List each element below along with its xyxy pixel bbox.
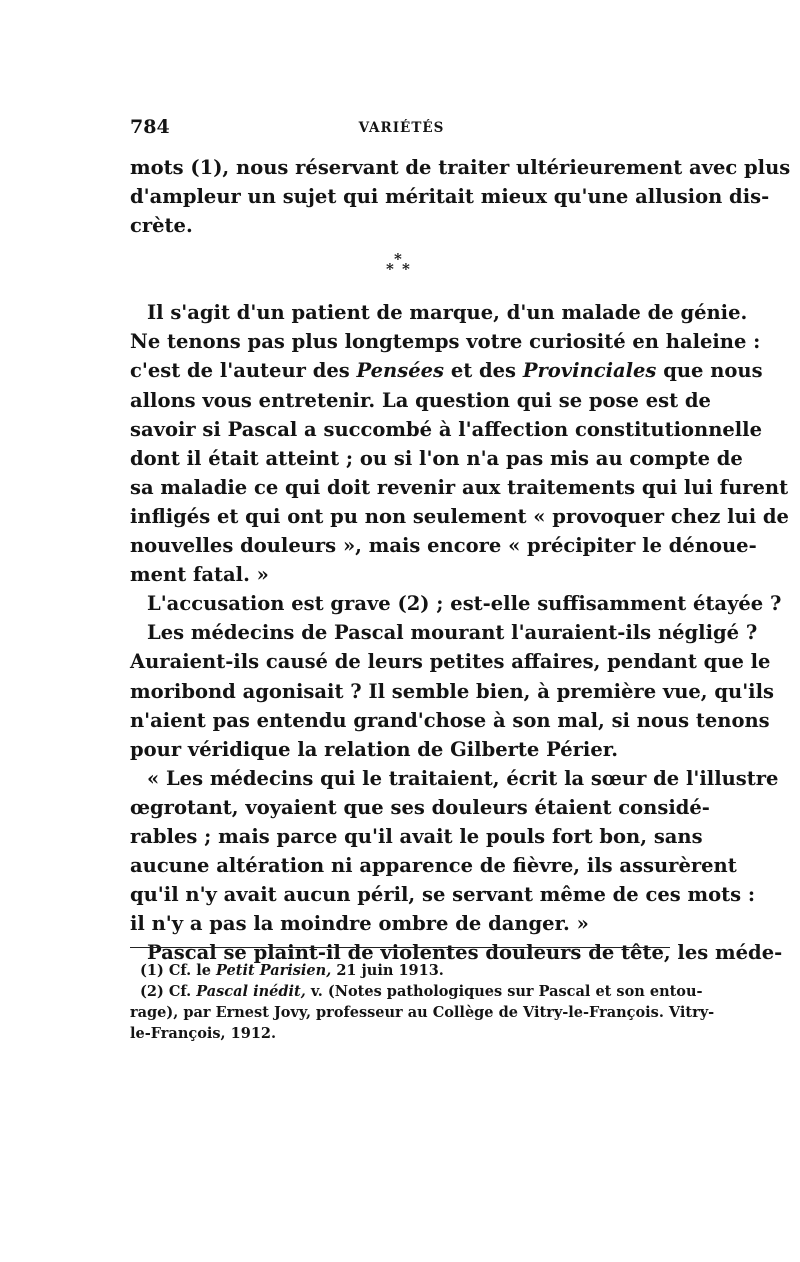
- text-line: L'accusation est grave (2) ; est-elle suffisamment étayée ?: [147, 592, 782, 616]
- footnote-2-cont: rage), par Ernest Jovy, professeur au Collège de Vitry-le-François. Vitry-: [130, 1004, 715, 1021]
- text-line: nouvelles douleurs », mais encore « précipiter le dénoue-: [130, 534, 757, 558]
- text-line: allons vous entretenir. La question qui se pose est de: [130, 388, 711, 412]
- text-line: sa maladie ce qui doit revenir aux traitements qui lui furent: [130, 475, 789, 499]
- running-head: VARIÉTÉS: [358, 120, 445, 136]
- text-line: Les médecins de Pascal mourant l'auraient-ils négligé ?: [147, 621, 758, 645]
- text-line: n'aient pas entendu grand'chose à son mal, si nous tenons: [130, 708, 770, 732]
- text-line: « Les médecins qui le traitaient, écrit la sœur de l'illustre: [147, 766, 779, 790]
- text-line: œgrotant, voyaient que ses douleurs étaient considé-: [130, 795, 710, 819]
- text-line: infligés et qui ont pu non seulement « provoquer chez lui de: [130, 504, 789, 528]
- text-line: mots (1), nous réservant de traiter ultérieurement avec plus: [130, 156, 791, 179]
- footnote-1: (1) Cf. le Petit Parisien, 21 juin 1913.: [140, 962, 444, 979]
- text-line: Pascal se plaint-il de violentes douleurs de tête, les méde-: [147, 941, 783, 965]
- text-line: Auraient-ils causé de leurs petites affaires, pendant que le: [130, 650, 771, 674]
- body-text: [130, 153, 791, 967]
- text-line: crète.: [130, 214, 193, 238]
- text-line: d'ampleur un sujet qui méritait mieux qu'une allusion dis-: [130, 185, 770, 209]
- footnote-divider: [130, 947, 670, 948]
- text-line: savoir si Pascal a succombé à l'affection constitutionnelle: [130, 417, 762, 441]
- title-provinciales: Provinciales: [522, 359, 657, 383]
- footnotes: [130, 960, 715, 1044]
- text-line: Ne tenons pas plus longtemps votre curiosité en haleine :: [130, 330, 761, 354]
- text-line: pour véridique la relation de Gilberte Périer.: [130, 737, 619, 761]
- title-pensees: Pensées: [356, 359, 445, 383]
- text-line: ment fatal. »: [130, 563, 269, 587]
- text-line: Il s'agit d'un patient de marque, d'un malade de génie.: [147, 301, 748, 325]
- text-line: il n'y a pas la moindre ombre de danger. »: [130, 912, 589, 936]
- text-line: rables ; mais parce qu'il avait le pouls fort bon, sans: [130, 824, 703, 848]
- text-line-with-titles: c'est de l'auteur des Pensées et des Provinciales que nous: [130, 359, 763, 383]
- text-line: dont il était atteint ; ou si l'on n'a pas mis au compte de: [130, 446, 743, 470]
- text-line: moribond agonisait ? Il semble bien, à première vue, qu'ils: [130, 679, 774, 703]
- asterism: * * *: [386, 250, 410, 279]
- page-header: [130, 116, 673, 144]
- footnote-2: (2) Cf. Pascal inédit, v. (Notes pathologiques sur Pascal et son entou-: [140, 983, 703, 1000]
- text-line: aucune altération ni apparence de fièvre, ils assurèrent: [130, 854, 737, 878]
- text-line: qu'il n'y avait aucun péril, se servant même de ces mots :: [130, 883, 756, 907]
- page-number: 784: [130, 116, 170, 138]
- footnote-2-end: le-François, 1912.: [130, 1025, 277, 1042]
